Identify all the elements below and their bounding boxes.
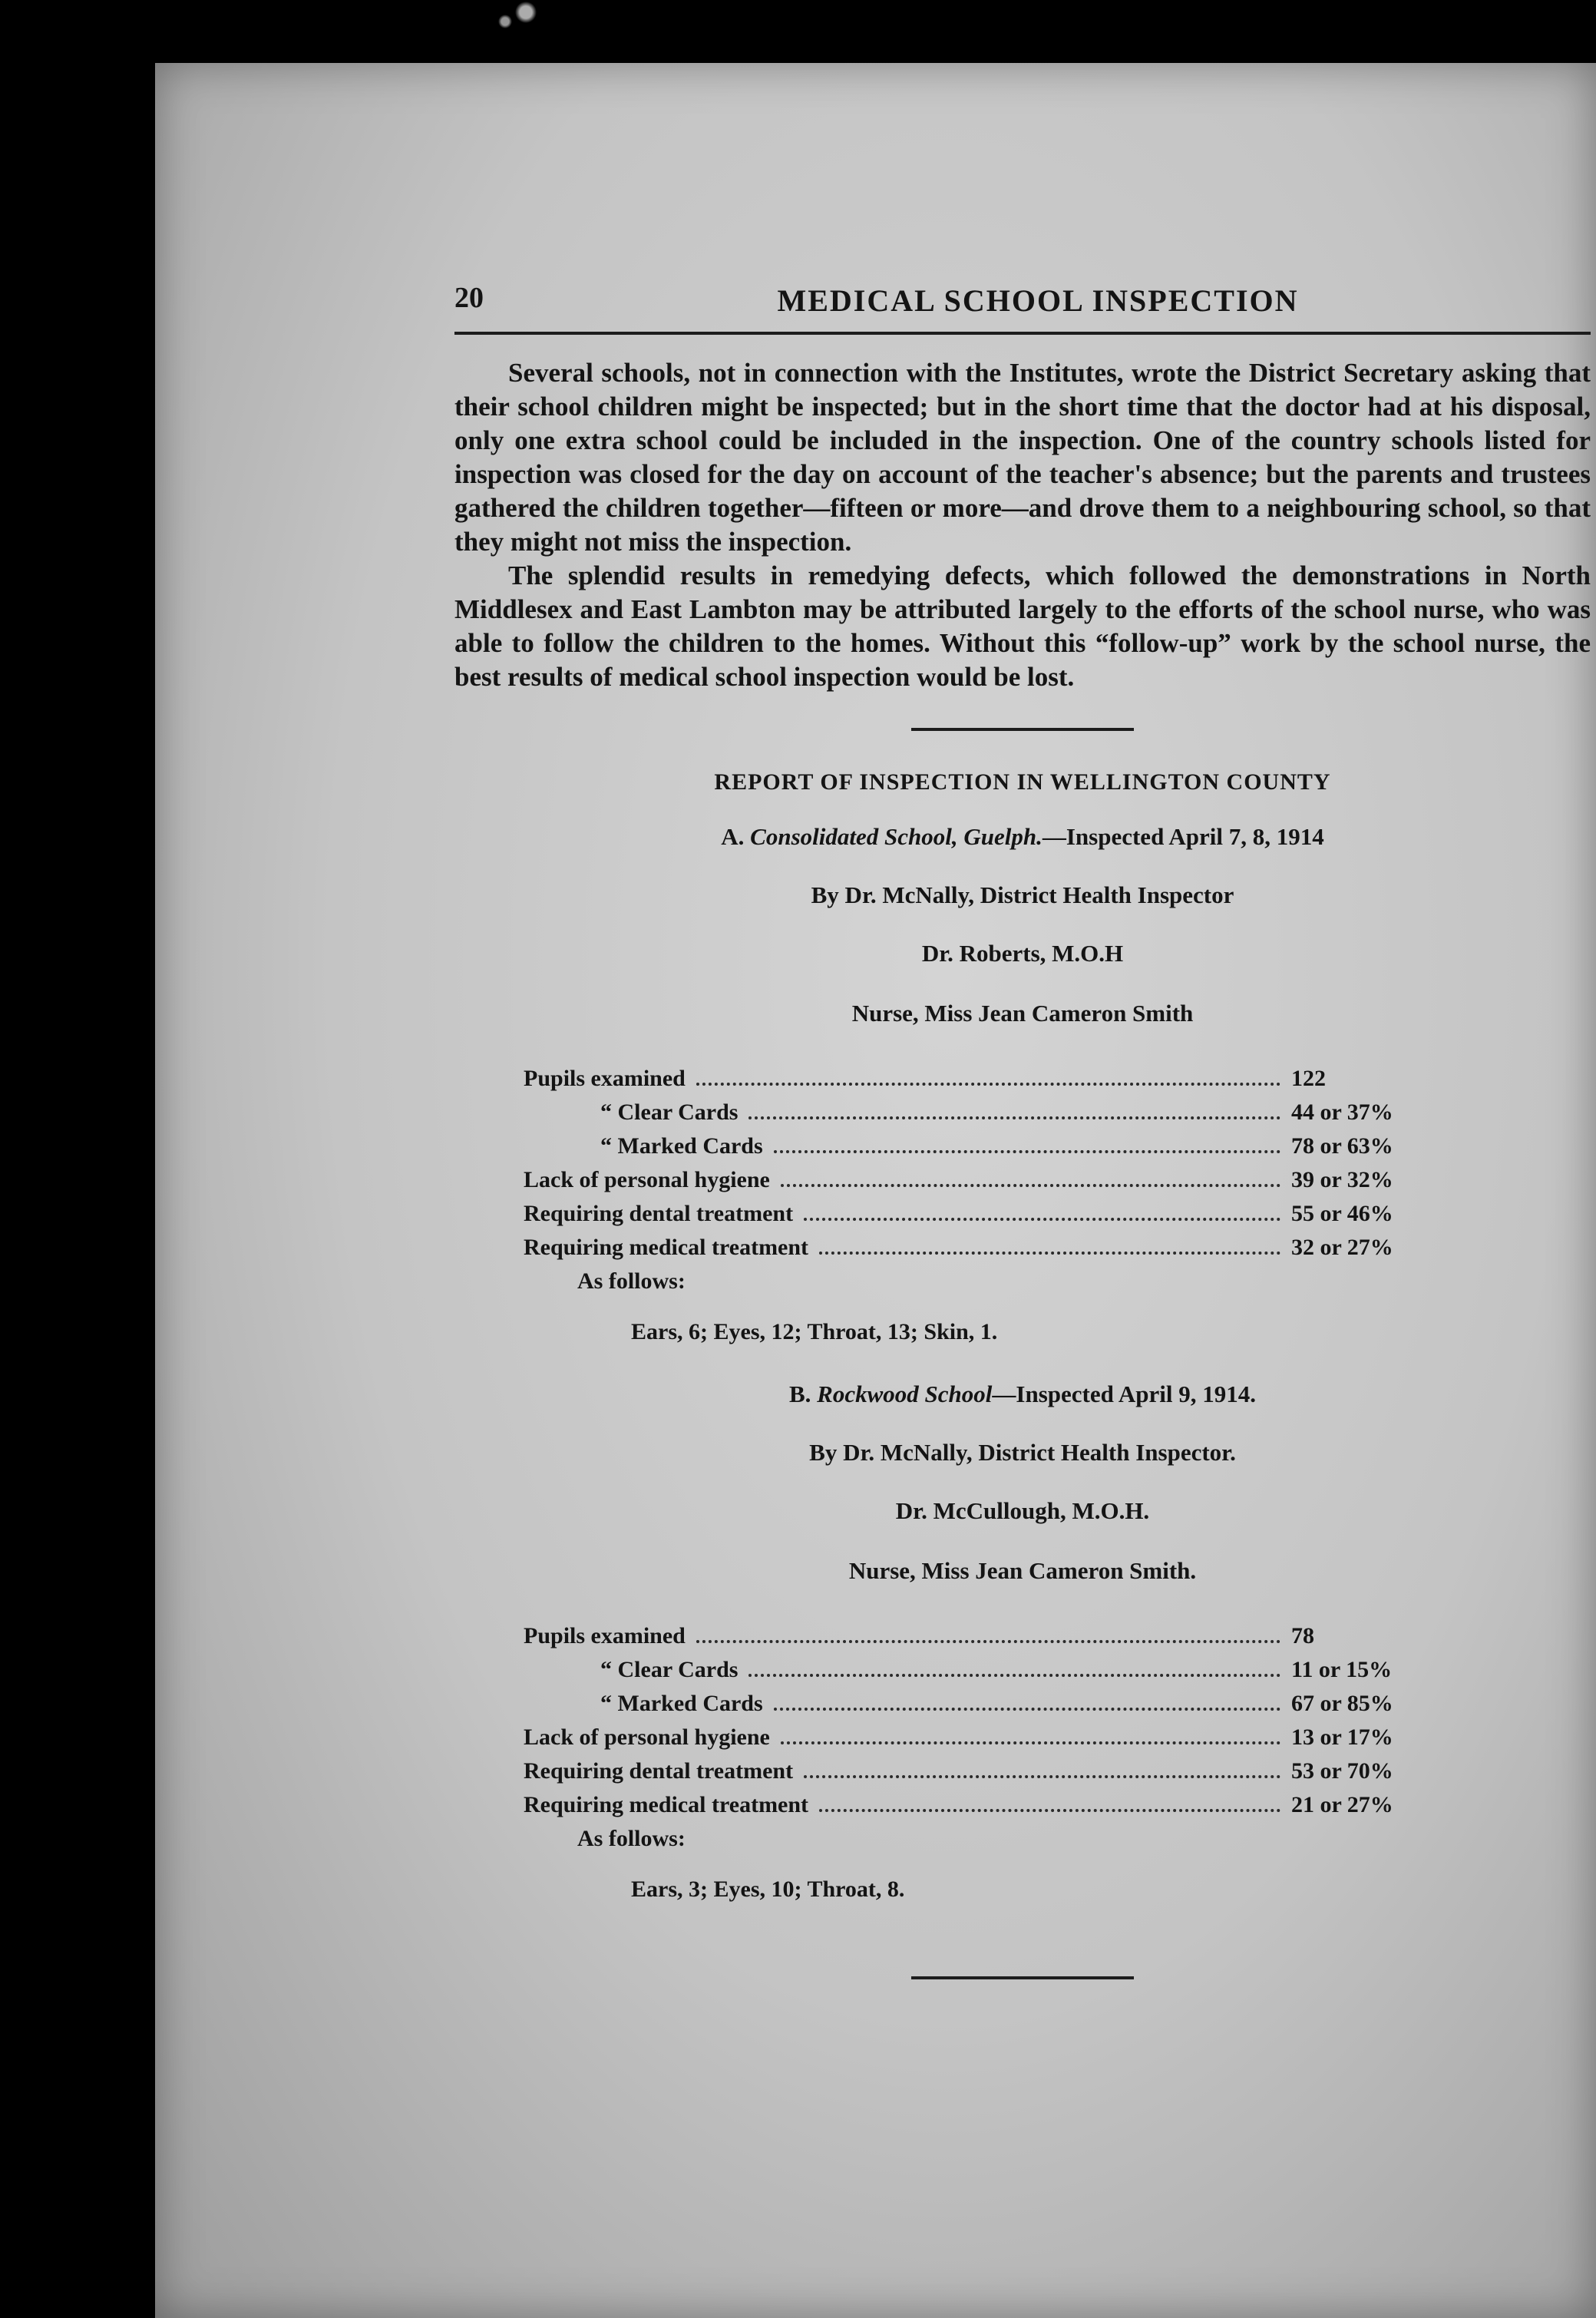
moh-line: Dr. McCullough, M.O.H.: [895, 1497, 1150, 1524]
stats-table-a: [524, 1066, 1445, 1345]
inspector-line: By Dr. McNally, District Health Inspector.: [809, 1439, 1236, 1466]
nurse-line: Nurse, Miss Jean Cameron Smith.: [848, 1557, 1197, 1584]
document-page: [155, 63, 1596, 2318]
stat-value: 21 or 27%: [1291, 1792, 1393, 1817]
stat-row: [524, 1691, 1445, 1724]
stat-row: [524, 1133, 1445, 1167]
stat-row: [524, 1235, 1445, 1268]
body-text: [454, 356, 1591, 694]
section-letter: A.: [721, 823, 745, 850]
stat-label: Requiring dental treatment: [524, 1201, 794, 1226]
stat-label: Requiring dental treatment: [524, 1758, 794, 1784]
paragraph: The splendid results in remedying defects, which followed the demonstrations in North Middlesex and East Lambton may be attributed largely to the efforts of the school nurse, who was able to follow the children to the homes. Without this “follow-up” work by the school nurse, the best results of medical school inspection would be lost.: [454, 560, 1591, 692]
stats-table-b: [524, 1623, 1445, 1903]
as-follows-label: As follows:: [577, 1268, 686, 1294]
stat-row: [524, 1066, 1445, 1099]
section-b-heading: [454, 1381, 1591, 1408]
stat-label: “ Clear Cards: [600, 1099, 739, 1125]
stat-label: Pupils examined: [524, 1623, 686, 1648]
dot-leader: [804, 1775, 1280, 1778]
inspection-date: —Inspected April 7, 8, 1914: [1042, 823, 1324, 850]
stat-label: Requiring medical treatment: [524, 1235, 809, 1260]
stat-value: 13 or 17%: [1291, 1724, 1393, 1750]
dot-leader: [819, 1809, 1280, 1812]
breakdown-line: Ears, 3; Eyes, 10; Throat, 8.: [631, 1877, 905, 1902]
stat-row: [524, 1167, 1445, 1201]
dot-leader: [804, 1218, 1280, 1221]
dot-leader: [781, 1741, 1280, 1744]
stat-row: [524, 1201, 1445, 1235]
stat-row: [524, 1657, 1445, 1691]
dot-leader: [774, 1150, 1280, 1153]
stat-label: “ Marked Cards: [600, 1691, 763, 1716]
dot-leader: [748, 1116, 1280, 1119]
page-number: 20: [454, 282, 484, 314]
stat-value: 55 or 46%: [1291, 1201, 1393, 1226]
nurse-line: Nurse, Miss Jean Cameron Smith: [851, 1000, 1194, 1027]
stat-label: Lack of personal hygiene: [524, 1167, 770, 1192]
stat-value: 78 or 63%: [1291, 1133, 1393, 1159]
inspection-date: —Inspected April 9, 1914.: [992, 1381, 1256, 1407]
stat-value: 122: [1291, 1066, 1326, 1091]
page-content: [454, 270, 1591, 1979]
stat-value: 11 or 15%: [1291, 1657, 1393, 1682]
scan-artifact: [491, 0, 560, 31]
report-title: REPORT OF INSPECTION IN WELLINGTON COUNTY: [714, 769, 1331, 795]
stat-value: 53 or 70%: [1291, 1758, 1393, 1784]
stat-row: [524, 1758, 1445, 1792]
stat-row: [524, 1623, 1445, 1657]
stat-label: “ Clear Cards: [600, 1657, 739, 1682]
dot-leader: [774, 1708, 1280, 1711]
section-divider: [911, 728, 1134, 731]
stat-row: [524, 1099, 1445, 1133]
as-follows-label: As follows:: [577, 1826, 686, 1851]
school-name: Rockwood School: [817, 1381, 993, 1407]
school-name: Consolidated School, Guelph.: [750, 823, 1043, 850]
stat-value: 44 or 37%: [1291, 1099, 1393, 1125]
page-header: [454, 270, 1591, 335]
stat-label: Requiring medical treatment: [524, 1792, 809, 1817]
paragraph: Several schools, not in connection with the Institutes, wrote the District Secretary asking that their school children might be inspected; but in the short time that the doctor had at his disposal, only one extra school could be included in the inspection. One of the country schools listed for inspection was closed for the day on account of the teacher's absence; but the parents and trustees gathered the children together—fifteen or more—and drove them to a neighbouring school, so that they might not miss the inspection.: [454, 358, 1591, 557]
stat-row: [524, 1792, 1445, 1826]
stat-value: 39 or 32%: [1291, 1167, 1393, 1192]
inspector-line: By Dr. McNally, District Health Inspector: [811, 881, 1234, 908]
breakdown-line: Ears, 6; Eyes, 12; Throat, 13; Skin, 1.: [631, 1319, 998, 1344]
stat-row: [524, 1724, 1445, 1758]
dot-leader: [819, 1252, 1280, 1255]
stat-value: 67 or 85%: [1291, 1691, 1393, 1716]
stat-label: Pupils examined: [524, 1066, 686, 1091]
dot-leader: [696, 1083, 1280, 1086]
dot-leader: [748, 1674, 1280, 1677]
dot-leader: [696, 1640, 1280, 1643]
running-head: MEDICAL SCHOOL INSPECTION: [777, 283, 1299, 318]
moh-line: Dr. Roberts, M.O.H: [921, 940, 1124, 967]
stat-value: 32 or 27%: [1291, 1235, 1393, 1260]
stat-label: “ Marked Cards: [600, 1133, 763, 1159]
dot-leader: [781, 1184, 1280, 1187]
stat-value: 78: [1291, 1623, 1314, 1648]
section-letter: B.: [788, 1381, 811, 1407]
stat-label: Lack of personal hygiene: [524, 1724, 770, 1750]
section-a-heading: [454, 823, 1591, 851]
section-divider: [911, 1976, 1134, 1979]
